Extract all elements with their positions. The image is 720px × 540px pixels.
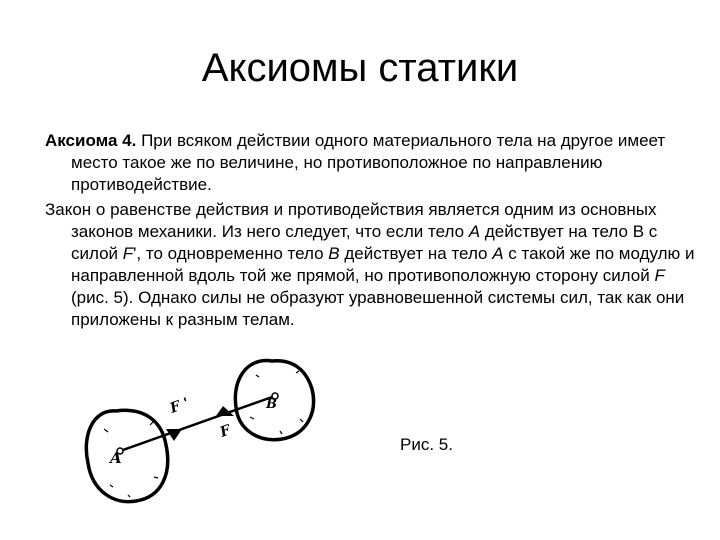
figure-caption: Рис. 5. (400, 435, 453, 454)
figure-5 (70, 345, 370, 535)
body-a-shape (86, 410, 167, 501)
slide-title: Аксиомы статики (201, 46, 519, 90)
force-line (120, 396, 275, 451)
law-text-2: действует на тело В с силой (71, 222, 658, 263)
body-a-label-2: А (492, 244, 504, 263)
body-a-label: А (468, 222, 481, 241)
law-text-5: с такой же по модулю и направленной вдоль той же прямой, но противоположную сторону силой (71, 244, 695, 285)
axiom-text: При всяком действии одного материального тела на другое имеет место такое же по величине, но противоположное по направлению противодействие. (71, 131, 666, 194)
axiom-label: Аксиома 4. (45, 131, 137, 150)
body-text (45, 130, 700, 331)
force-f-label: F (654, 266, 665, 285)
label-f-prime: F ' (167, 395, 192, 417)
law-text-4: действует на тело (339, 244, 493, 263)
force-f-prime-label: F (122, 244, 134, 263)
label-f: F (217, 422, 233, 441)
prime-mark: ' (133, 244, 137, 263)
law-text-6: (рис. 5). Однако силы не образуют уравновешенной системы сил, так как они приложены к разным телам. (71, 288, 685, 329)
law-paragraph (45, 199, 700, 331)
axiom-paragraph (45, 130, 700, 196)
body-b-label: В (328, 244, 340, 263)
label-b: B (266, 397, 277, 412)
law-text-3: , то одновременно тело (136, 244, 329, 263)
texture-marks (104, 371, 303, 497)
law-text-1: Закон о равенстве действия и противодействия является одним из основных законов механики. Из него следует, что если тело (45, 200, 657, 241)
label-a: A (110, 449, 122, 467)
